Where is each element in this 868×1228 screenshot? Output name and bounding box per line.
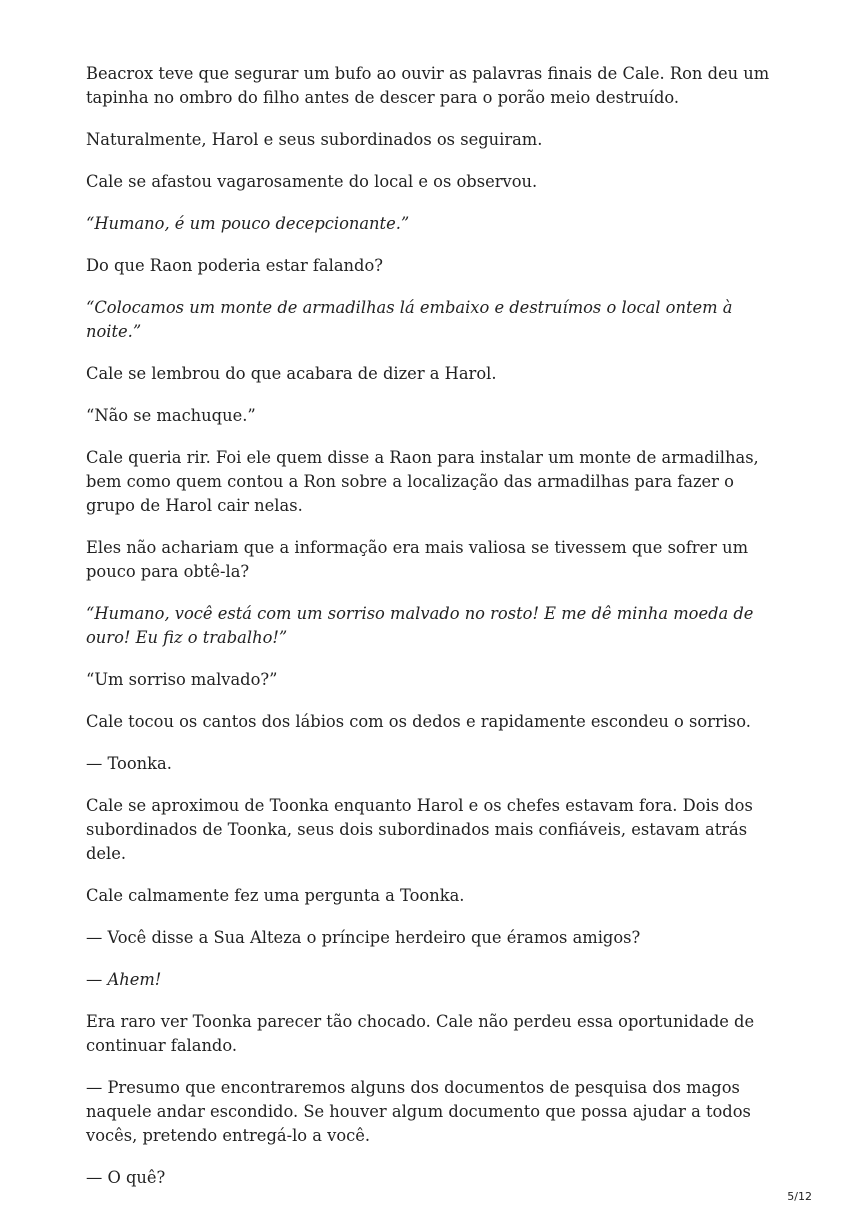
paragraph: Cale queria rir. Foi ele quem disse a Raon para instalar um monte de armadilhas, bem como quem contou a Ron sobre a localização das armadilhas para fazer o grupo de Harol cair nelas.	[86, 448, 759, 515]
page-number: 5/12	[787, 1190, 812, 1203]
dialogue-dash: —	[86, 970, 108, 989]
paragraph: Naturalmente, Harol e seus subordinados os seguiram.	[86, 130, 543, 149]
paragraph: — Toonka.	[86, 754, 172, 773]
paragraph: “Não se machuque.”	[86, 406, 256, 425]
paragraph: Cale se aproximou de Toonka enquanto Harol e os chefes estavam fora. Dois dos subordinados de Toonka, seus dois subordinados mais confiáveis, estavam atrás dele.	[86, 796, 753, 863]
paragraph: “Humano, é um pouco decepcionante.”	[86, 214, 410, 233]
document-body	[86, 62, 786, 1208]
paragraph: Do que Raon poderia estar falando?	[86, 256, 383, 275]
paragraph: — O quê?	[86, 1168, 166, 1187]
paragraph: Eles não achariam que a informação era mais valiosa se tivessem que sofrer um pouco para obtê-la?	[86, 538, 749, 581]
paragraph: Era raro ver Toonka parecer tão chocado. Cale não perdeu essa oportunidade de continuar falando.	[86, 1012, 755, 1055]
ahem-text: Ahem!	[107, 970, 162, 989]
paragraph: “Um sorriso malvado?”	[86, 670, 278, 689]
paragraph: Cale tocou os cantos dos lábios com os dedos e rapidamente escondeu o sorriso.	[86, 712, 751, 731]
paragraph: Cale calmamente fez uma pergunta a Toonka.	[86, 886, 465, 905]
paragraph: “Colocamos um monte de armadilhas lá embaixo e destruímos o local ontem à noite.”	[86, 298, 733, 341]
paragraph: Cale se afastou vagarosamente do local e os observou.	[86, 172, 538, 191]
paragraph: “Humano, você está com um sorriso malvado no rosto! E me dê minha moeda de ouro! Eu fiz o trabalho!”	[86, 604, 754, 647]
paragraph: Cale se lembrou do que acabara de dizer a Harol.	[86, 364, 497, 383]
paragraph: — Presumo que encontraremos alguns dos documentos de pesquisa dos magos naquele andar escondido. Se houver algum documento que possa ajudar a todos vocês, pretendo entregá-lo a você.	[86, 1078, 751, 1145]
paragraph: Beacrox teve que segurar um bufo ao ouvir as palavras finais de Cale. Ron deu um tapinha no ombro do filho antes de descer para o porão meio destruído.	[86, 64, 770, 107]
paragraph-ahem	[86, 968, 786, 992]
paragraph: — Você disse a Sua Alteza o príncipe herdeiro que éramos amigos?	[86, 928, 641, 947]
